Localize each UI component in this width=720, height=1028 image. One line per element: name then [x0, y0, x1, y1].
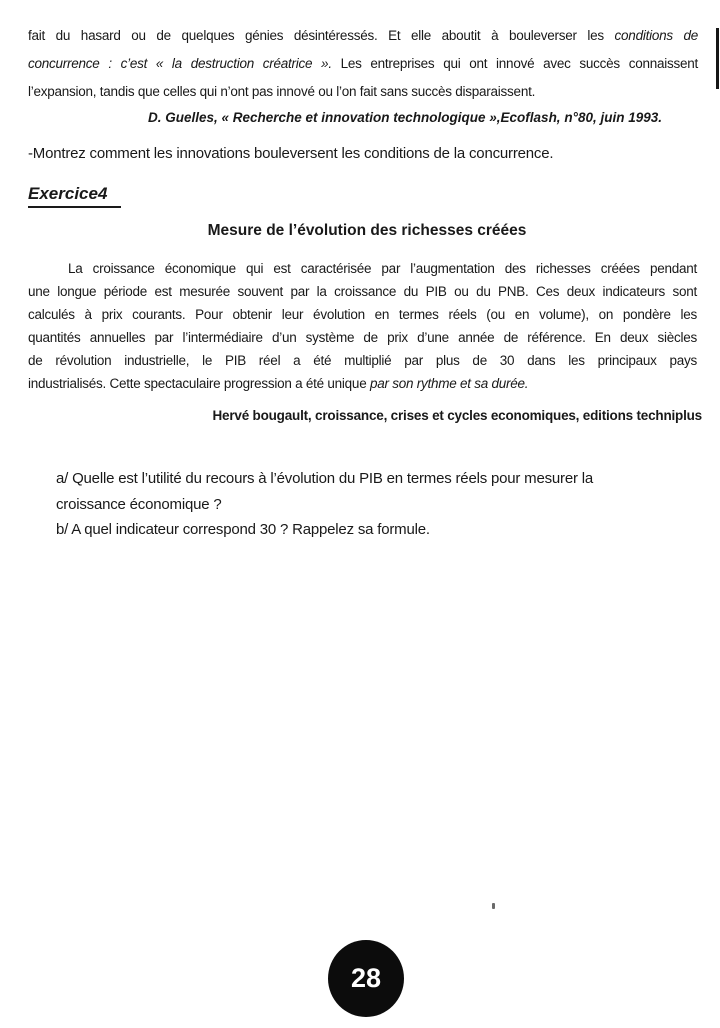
text-run: l’expansion, tandis que celles qui n’ont pas innové ou l’on fait sans succès disparaissent.	[28, 84, 536, 99]
paragraph-line	[28, 372, 697, 395]
question-a-line2: croissance économique ?	[56, 495, 222, 513]
paragraph-line	[28, 257, 697, 280]
text-run: quantités annuelles par l’intermédiaire d’un système de prix d’une année de référence. En deux siècles	[28, 330, 697, 345]
source-citation-bougault: Hervé bougault, croissance, crises et cycles economiques, editions techniplus	[212, 408, 702, 423]
exercise-heading-label: Exercice4	[28, 184, 121, 208]
text-run: calculés à prix courants. Pour obtenir leur évolution en termes réels (ou en volume), on pondère les	[28, 307, 697, 322]
paragraph-destruction-creatrice	[28, 22, 698, 106]
text-run: industrialisés. Cette spectaculaire progression a été unique	[28, 376, 370, 391]
questions-block	[56, 466, 680, 543]
text-run: Les entreprises qui ont innové avec succès connaissent	[340, 56, 698, 71]
paragraph-line	[28, 78, 698, 106]
paragraph-croissance	[28, 257, 697, 395]
question-b: b/ A quel indicateur correspond 30 ? Rappelez sa formule.	[56, 521, 430, 538]
text-run-italic: concurrence : c’est « la destruction créatrice ».	[28, 56, 341, 71]
question-a-line1: a/ Quelle est l’utilité du recours à l’évolution du PIB en termes réels pour mesurer la	[56, 470, 594, 487]
text-run: une longue période est mesurée souvent par la croissance du PIB ou du PNB. Ces deux indicateurs sont	[28, 284, 697, 299]
source-citation-guelles: D. Guelles, « Recherche et innovation technologique »,Ecoflash, n°80, juin 1993.	[147, 110, 663, 125]
paragraph-line	[28, 50, 698, 78]
text-run: de révolution industrielle, le PIB réel a été multiplié par plus de 30 dans les principaux pays	[28, 353, 697, 368]
text-run: La croissance économique qui est caractérisée par l’augmentation des richesses créées pendant	[68, 261, 697, 276]
scan-edge-artifact	[716, 28, 719, 89]
paragraph-line	[28, 326, 697, 349]
paragraph-line	[28, 22, 698, 50]
paragraph-line	[28, 280, 697, 303]
text-run-italic: par son rythme et sa durée.	[369, 376, 529, 391]
document-title: Mesure de l’évolution des richesses créées	[207, 222, 527, 239]
exercise-heading	[28, 184, 121, 208]
text-run-italic: conditions de	[614, 28, 698, 43]
scan-speck-artifact	[492, 903, 495, 909]
instruction-montrez: -Montrez comment les innovations bouleversent les conditions de la concurrence.	[28, 145, 554, 162]
text-run: fait du hasard ou de quelques génies désintéressés. Et elle aboutit à bouleverser les	[28, 28, 615, 43]
page-number-badge	[328, 940, 404, 1017]
paragraph-line	[28, 349, 697, 372]
page-number: 28	[350, 963, 382, 993]
paragraph-line	[28, 303, 697, 326]
